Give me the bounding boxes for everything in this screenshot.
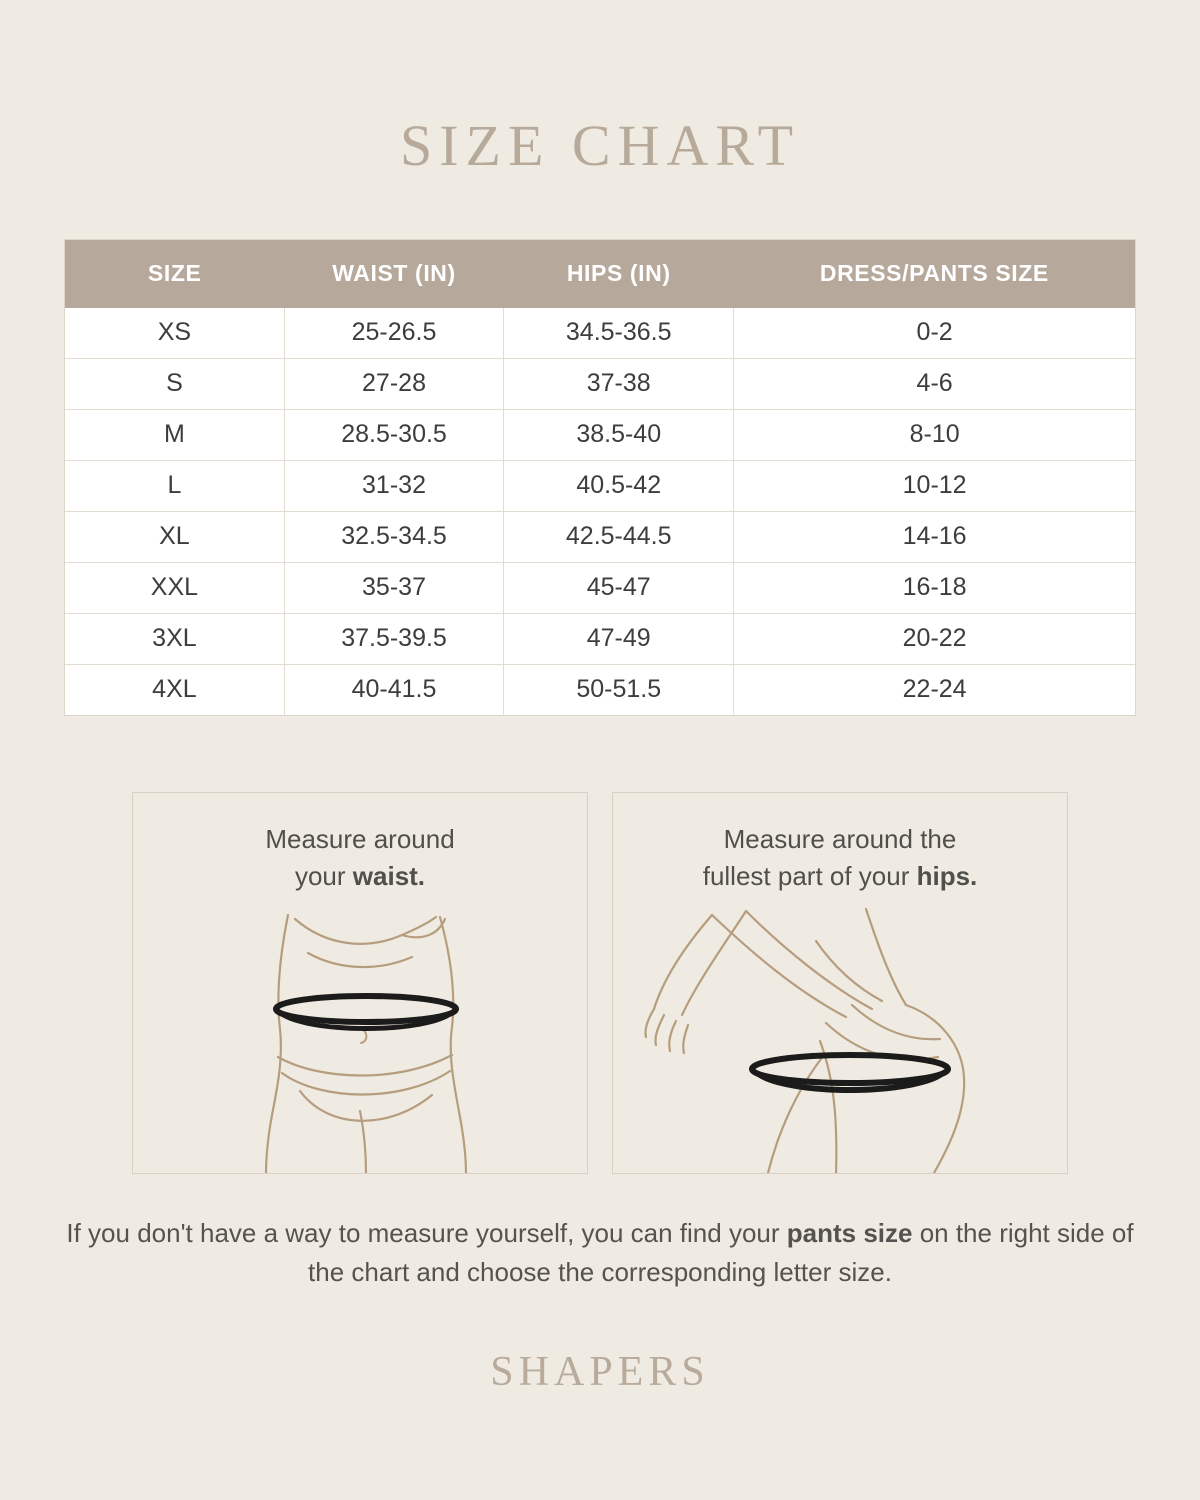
- table-row: [65, 614, 1135, 665]
- cell-size: XXL: [65, 563, 284, 614]
- waist-measure-illustration: [133, 905, 587, 1173]
- waist-caption-plain: your: [294, 860, 353, 891]
- column-header-waist: WAIST (IN): [284, 240, 503, 308]
- cell-dress-pants: 0-2: [734, 308, 1135, 359]
- page-title: SIZE CHART: [399, 113, 801, 178]
- waist-caption-line2: [295, 861, 425, 891]
- cell-waist: 27-28: [284, 359, 503, 410]
- cell-hips: 40.5-42: [504, 461, 734, 512]
- table-header-row: [65, 240, 1135, 308]
- cell-size: 4XL: [65, 665, 284, 716]
- cell-hips: 38.5-40: [504, 410, 734, 461]
- cell-waist: 28.5-30.5: [284, 410, 503, 461]
- cell-waist: 40-41.5: [284, 665, 503, 716]
- cell-size: M: [65, 410, 284, 461]
- tape-measure-band: [752, 1055, 948, 1093]
- cell-size: L: [65, 461, 284, 512]
- measurement-guides: [132, 792, 1068, 1174]
- size-table-container: [64, 239, 1136, 716]
- table-row: [65, 461, 1135, 512]
- size-table: [65, 240, 1135, 715]
- note-bold: pants size: [786, 1218, 913, 1248]
- cell-dress-pants: 8-10: [734, 410, 1135, 461]
- hips-guide-card: [612, 792, 1068, 1174]
- cell-size: S: [65, 359, 284, 410]
- waist-caption-line1: Measure around: [265, 824, 455, 854]
- cell-hips: 42.5-44.5: [504, 512, 734, 563]
- hips-caption-line2: [703, 861, 978, 891]
- cell-hips: 47-49: [504, 614, 734, 665]
- table-row: [65, 665, 1135, 716]
- cell-dress-pants: 16-18: [734, 563, 1135, 614]
- cell-size: 3XL: [65, 614, 284, 665]
- tape-measure-band: [276, 996, 456, 1031]
- hips-caption-line1: Measure around the: [723, 824, 957, 854]
- cell-dress-pants: 20-22: [734, 614, 1135, 665]
- cell-waist: 37.5-39.5: [284, 614, 503, 665]
- cell-waist: 31-32: [284, 461, 503, 512]
- hips-caption-bold: hips.: [916, 860, 978, 891]
- cell-hips: 50-51.5: [504, 665, 734, 716]
- cell-hips: 37-38: [504, 359, 734, 410]
- hips-guide-caption: [613, 793, 1067, 895]
- cell-dress-pants: 14-16: [734, 512, 1135, 563]
- cell-dress-pants: 22-24: [734, 665, 1135, 716]
- column-header-dress-pants: DRESS/PANTS SIZE: [734, 240, 1135, 308]
- cell-size: XL: [65, 512, 284, 563]
- cell-waist: 32.5-34.5: [284, 512, 503, 563]
- note-part1: If you don't have a way to measure yourself, you can find your: [66, 1218, 787, 1248]
- table-row: [65, 563, 1135, 614]
- column-header-hips: HIPS (IN): [504, 240, 734, 308]
- table-row: [65, 308, 1135, 359]
- column-header-size: SIZE: [65, 240, 284, 308]
- brand-wordmark: SHAPERS: [490, 1349, 710, 1395]
- cell-hips: 34.5-36.5: [504, 308, 734, 359]
- cell-dress-pants: 10-12: [734, 461, 1135, 512]
- cell-size: XS: [65, 308, 284, 359]
- hips-measure-illustration: [613, 905, 1067, 1173]
- table-row: [65, 359, 1135, 410]
- waist-guide-caption: [133, 793, 587, 895]
- hips-caption-plain: fullest part of your: [702, 860, 917, 891]
- note-part2: on the right side of the chart and choose the corresponding letter size.: [308, 1218, 1134, 1287]
- waist-guide-card: [132, 792, 588, 1174]
- table-row: [65, 512, 1135, 563]
- cell-dress-pants: 4-6: [734, 359, 1135, 410]
- waist-caption-bold: waist.: [352, 860, 426, 891]
- cell-hips: 45-47: [504, 563, 734, 614]
- table-row: [65, 410, 1135, 461]
- measurement-note: [60, 1214, 1140, 1292]
- cell-waist: 35-37: [284, 563, 503, 614]
- cell-waist: 25-26.5: [284, 308, 503, 359]
